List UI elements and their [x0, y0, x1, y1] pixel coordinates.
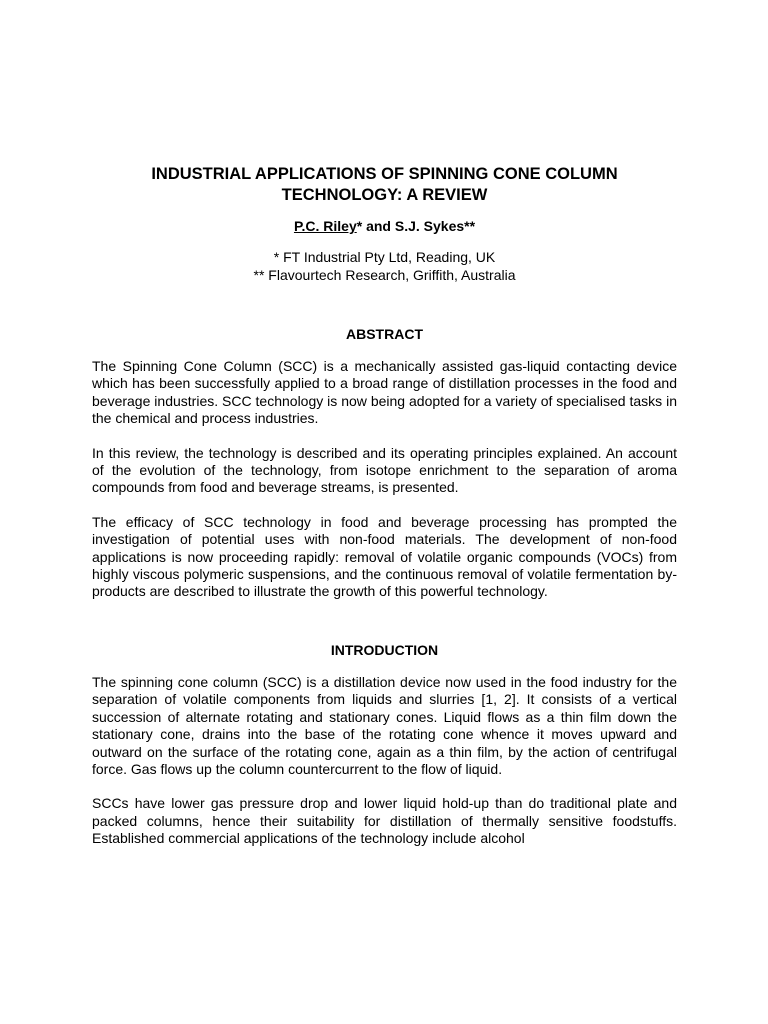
- abstract-paragraph-2: In this review, the technology is described and its operating principles explained. An account of the evolution of the technology, from isotope enrichment to the separation of aroma compounds from food and beverage streams, is presented.: [92, 444, 677, 496]
- affiliation-2: ** Flavourtech Research, Griffith, Australia: [253, 267, 516, 283]
- affiliation-1: * FT Industrial Pty Ltd, Reading, UK: [273, 249, 496, 265]
- paper-title-line-1: INDUSTRIAL APPLICATIONS OF SPINNING CONE COLUMN: [151, 165, 618, 183]
- abstract-heading: ABSTRACT: [346, 326, 423, 342]
- abstract-paragraph-1: The Spinning Cone Column (SCC) is a mechanically assisted gas-liquid contacting device which has been successfully applied to a broad range of distillation processes in the food and beverage industries. SCC technology is now being adopted for a variety of specialised tasks in the chemical and process industries.: [92, 358, 677, 427]
- introduction-heading: INTRODUCTION: [330, 641, 439, 658]
- affiliations: [92, 248, 677, 284]
- paper-page: [92, 164, 677, 848]
- author-connector: and: [362, 218, 395, 234]
- author-1-name: P.C. Riley: [293, 218, 357, 234]
- author-line: [92, 217, 677, 235]
- paper-title: [92, 164, 677, 206]
- abstract-paragraph-3: The efficacy of SCC technology in food and beverage processing has prompted the investigation of potential uses with non-food materials. The development of non-food applications is now proceeding rapidly: removal of volatile organic compounds (VOCs) from highly viscous polymeric suspensions, and the continuous removal of volatile fermentation by-products are described to illustrate the growth of this powerful technology.: [92, 513, 677, 600]
- author-1-mark: *: [356, 218, 363, 234]
- introduction-paragraph-1: The spinning cone column (SCC) is a distillation device now used in the food industry for the separation of volatile components from liquids and slurries [1, 2]. It consists of a vertical succession of alternate rotating and stationary cones. Liquid flows as a thin film down the stationary cone, drains into the base of the rotating cone whence it moves upward and outward on the surface of the rotating cone, again as a thin film, by the action of centrifugal force. Gas flows up the column countercurrent to the flow of liquid.: [92, 673, 677, 777]
- author-2-name: S.J. Sykes: [394, 218, 465, 234]
- author-2-mark: **: [464, 218, 476, 234]
- paper-title-line-2: TECHNOLOGY: A REVIEW: [281, 186, 488, 204]
- introduction-paragraph-2: SCCs have lower gas pressure drop and lower liquid hold-up than do traditional plate and packed columns, hence their suitability for distillation of thermally sensitive foodstuffs. Established commercial applications of the technology include alcohol: [92, 795, 677, 847]
